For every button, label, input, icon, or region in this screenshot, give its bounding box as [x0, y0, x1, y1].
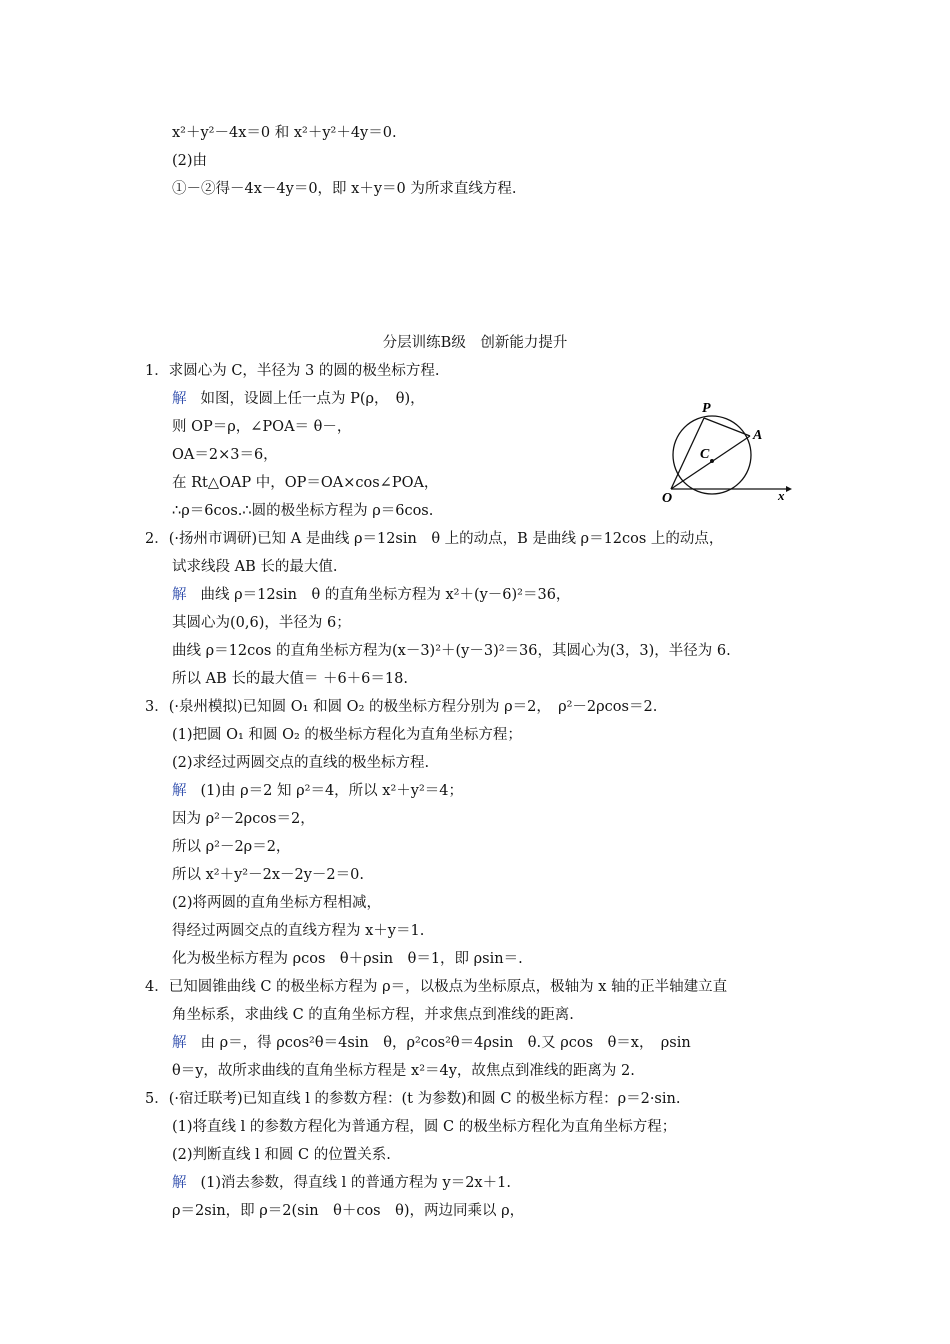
- solution-line: [172, 781, 463, 801]
- segment-pa: [704, 418, 750, 436]
- problem-4-question-cont: 角坐标系，求曲线 C 的直角坐标方程，并求焦点到准线的距离.: [172, 1007, 574, 1023]
- text-line: x²＋y²－4x＝0 和 x²＋y²＋4y＝0.: [172, 125, 397, 141]
- circle-shape: [673, 416, 751, 494]
- problem-4-question: 4．已知圆锥曲线 C 的极坐标方程为 ρ＝，以极点为坐标原点，极轴为 x 轴的正半轴建立直: [145, 979, 728, 995]
- solution-line: (2)将两圆的直角坐标方程相减，: [172, 895, 382, 911]
- solution-label: 解: [172, 391, 187, 407]
- solution-line: [172, 389, 425, 409]
- solution-text: (1)由 ρ＝2 知 ρ²＝4，所以 x²＋y²＝4；: [200, 783, 464, 799]
- solution-label: 解: [172, 587, 187, 603]
- sub-question: (2)求经过两圆交点的直线的极坐标方程.: [172, 755, 430, 771]
- solution-line: [172, 585, 570, 605]
- text-line: (2)由: [172, 153, 208, 169]
- solution-line: 所以 ρ²－2ρ＝2，: [172, 839, 291, 855]
- sub-question: (1)将直线 l 的参数方程化为普通方程，圆 C 的极坐标方程化为直角坐标方程；: [172, 1119, 677, 1135]
- problem-2-question-cont: 试求线段 AB 长的最大值.: [172, 559, 338, 575]
- text-line: ①－②得－4x－4y＝0，即 x＋y＝0 为所求直线方程.: [172, 181, 517, 197]
- solution-line: ∴ρ＝6cos.∴圆的极坐标方程为 ρ＝6cos.: [172, 503, 434, 519]
- solution-line: 因为 ρ²－2ρcos＝2，: [172, 811, 315, 827]
- solution-text: 如图，设圆上任一点为 P(ρ， θ)，: [200, 391, 425, 407]
- solution-text: 曲线 ρ＝12sin θ 的直角坐标方程为 x²＋(y－6)²＝36，: [200, 587, 571, 603]
- solution-text: 由 ρ＝，得 ρcos²θ＝4sin θ，ρ²cos²θ＝4ρsin θ.又 ρcos θ＝x， ρsin: [200, 1035, 691, 1051]
- solution-line: 在 Rt△OAP 中，OP＝OA×cos∠POA，: [172, 475, 439, 491]
- sub-question: (1)把圆 O₁ 和圆 O₂ 的极坐标方程化为直角坐标方程；: [172, 727, 522, 743]
- solution-text: (1)消去参数，得直线 l 的普通方程为 y＝2x＋1.: [200, 1175, 511, 1191]
- solution-line: ρ＝2sin，即 ρ＝2(sin θ＋cos θ)，两边同乘以 ρ，: [172, 1203, 525, 1219]
- solution-line: 得经过两圆交点的直线方程为 x＋y＝1.: [172, 923, 425, 939]
- label-a: A: [753, 428, 763, 443]
- x-axis-arrow: [786, 486, 792, 492]
- label-o: O: [662, 491, 673, 506]
- problem-3-question: 3．(·泉州模拟)已知圆 O₁ 和圆 O₂ 的极坐标方程分别为 ρ＝2， ρ²－2ρcos＝2.: [145, 699, 658, 715]
- label-x: x: [778, 488, 785, 503]
- solution-label: 解: [172, 1035, 187, 1051]
- label-c: C: [700, 447, 710, 462]
- solution-line: OA＝2×3＝6，: [172, 447, 278, 463]
- solution-line: [172, 1173, 511, 1193]
- center-point: [710, 459, 714, 463]
- label-p: P: [702, 401, 711, 416]
- solution-line: 曲线 ρ＝12cos 的直角坐标方程为(x－3)²＋(y－3)²＝36，其圆心为(3，3)，半径为 6.: [172, 643, 731, 659]
- solution-label: 解: [172, 1175, 187, 1191]
- solution-line: 所以 x²＋y²－2x－2y－2＝0.: [172, 867, 364, 883]
- solution-line: [172, 1033, 691, 1053]
- problem-1-question: 1．求圆心为 C，半径为 3 的圆的极坐标方程.: [145, 363, 440, 379]
- solution-line: 化为极坐标方程为 ρcos θ＋ρsin θ＝1，即 ρsin＝.: [172, 951, 523, 967]
- solution-label: 解: [172, 783, 187, 799]
- sub-question: (2)判断直线 l 和圆 C 的位置关系.: [172, 1147, 391, 1163]
- solution-line: 则 OP＝ρ，∠POA＝ θ－，: [172, 419, 352, 435]
- circle-diagram: [662, 398, 794, 506]
- problem-2-question: 2．(·扬州市调研)已知 A 是曲线 ρ＝12sin θ 上的动点，B 是曲线 ρ＝12cos 上的动点，: [145, 531, 724, 547]
- problem-5-question: 5．(·宿迁联考)已知直线 l 的参数方程：(t 为参数)和圆 C 的极坐标方程：ρ＝2·sin.: [145, 1091, 681, 1107]
- section-title: 分层训练B级 创新能力提升: [382, 335, 568, 351]
- solution-line: 其圆心为(0,6)，半径为 6；: [172, 615, 351, 631]
- solution-line: 所以 AB 长的最大值＝ ＋6＋6＝18.: [172, 671, 408, 687]
- solution-line: θ＝y，故所求曲线的直角坐标方程是 x²＝4y，故焦点到准线的距离为 2.: [172, 1063, 635, 1079]
